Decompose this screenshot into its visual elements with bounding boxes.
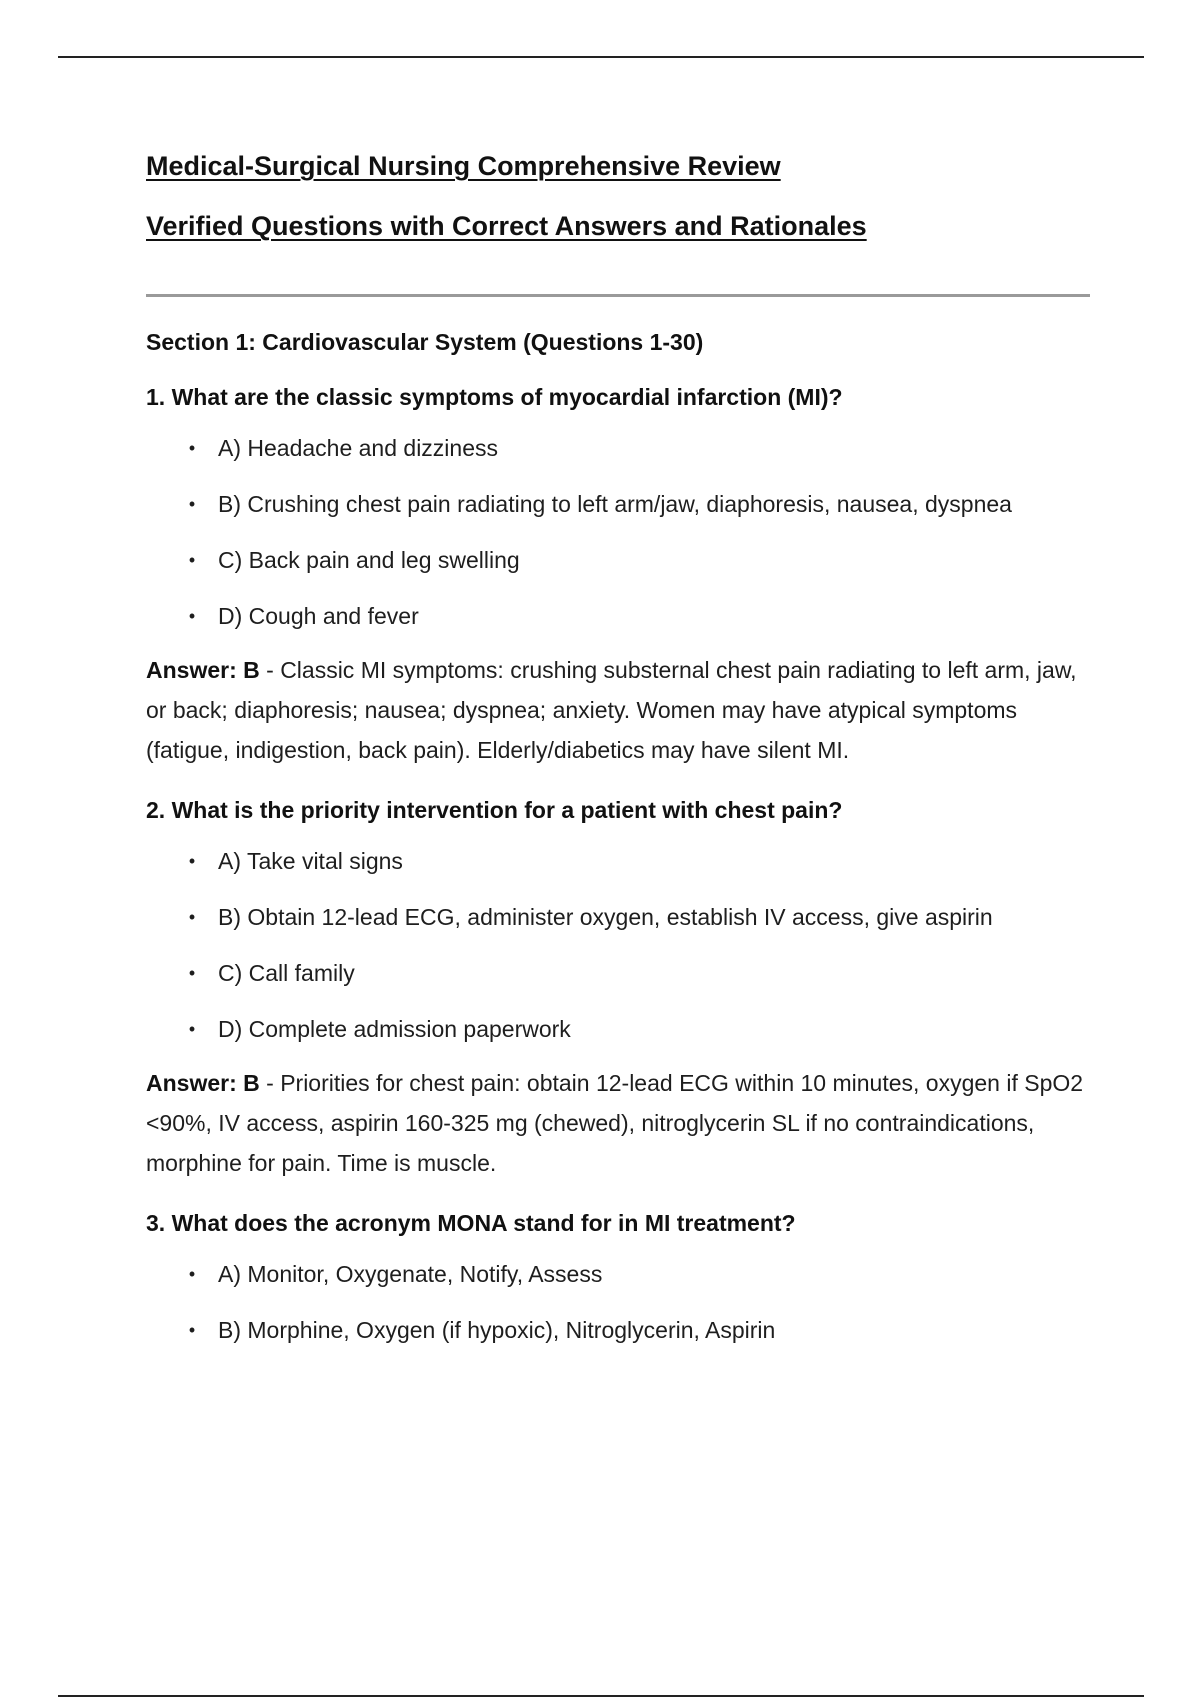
- option-item: [146, 953, 1086, 993]
- page-top-rule: [58, 56, 1144, 58]
- answer-rationale: - Classic MI symptoms: crushing substernal chest pain radiating to left arm, jaw, or back; diaphoresis; nausea; dyspnea; anxiety. Women may have atypical symptoms (fatigue, indigestion, back pain). Elderly/diabetics may have silent MI.: [146, 657, 1077, 763]
- bullet-icon: •: [188, 851, 196, 871]
- question-3: 3. What does the acronym MONA stand for in MI treatment?: [146, 1210, 796, 1236]
- document-body: [146, 148, 1086, 1350]
- bullet-icon: •: [188, 1264, 196, 1284]
- question-2-options: [146, 841, 1086, 1049]
- bullet-icon: •: [188, 907, 196, 927]
- question-1: 1. What are the classic symptoms of myocardial infarction (MI)?: [146, 384, 843, 410]
- option-item: [146, 1310, 1086, 1350]
- option-item: [146, 428, 1086, 468]
- option-text: D) Cough and fever: [218, 603, 419, 629]
- answer-label: Answer: B: [146, 657, 260, 683]
- bullet-icon: •: [188, 494, 196, 514]
- option-text: B) Obtain 12-lead ECG, administer oxygen, establish IV access, give aspirin: [218, 904, 993, 930]
- option-item: [146, 596, 1086, 636]
- option-item: [146, 484, 1086, 524]
- question-3-options: [146, 1254, 1086, 1350]
- option-text: C) Back pain and leg swelling: [218, 547, 520, 573]
- bullet-icon: •: [188, 1019, 196, 1039]
- option-text: A) Monitor, Oxygenate, Notify, Assess: [218, 1261, 603, 1287]
- option-item: [146, 841, 1086, 881]
- option-text: B) Crushing chest pain radiating to left arm/jaw, diaphoresis, nausea, dyspnea: [218, 491, 1012, 517]
- option-item: [146, 1254, 1086, 1294]
- answer-label: Answer: B: [146, 1070, 260, 1096]
- option-text: B) Morphine, Oxygen (if hypoxic), Nitroglycerin, Aspirin: [218, 1317, 776, 1343]
- question-1-options: [146, 428, 1086, 636]
- option-text: C) Call family: [218, 960, 355, 986]
- document-title: Medical-Surgical Nursing Comprehensive Review: [146, 151, 781, 181]
- bullet-icon: •: [188, 1320, 196, 1340]
- answer-2: [146, 1063, 1086, 1183]
- question-2: 2. What is the priority intervention for a patient with chest pain?: [146, 797, 843, 823]
- page-bottom-rule: [58, 1695, 1144, 1697]
- option-text: A) Take vital signs: [218, 848, 403, 874]
- bullet-icon: •: [188, 963, 196, 983]
- option-item: [146, 1009, 1086, 1049]
- bullet-icon: •: [188, 438, 196, 458]
- section-title: Section 1: Cardiovascular System (Questions 1-30): [146, 329, 704, 355]
- option-item: [146, 897, 1086, 937]
- option-text: A) Headache and dizziness: [218, 435, 498, 461]
- option-text: D) Complete admission paperwork: [218, 1016, 571, 1042]
- bullet-icon: •: [188, 606, 196, 626]
- option-item: [146, 540, 1086, 580]
- document-subtitle: Verified Questions with Correct Answers and Rationales: [146, 211, 867, 241]
- section-divider: [146, 294, 1090, 297]
- answer-rationale: - Priorities for chest pain: obtain 12-lead ECG within 10 minutes, oxygen if SpO2 <90%, IV access, aspirin 160-325 mg (chewed), nitroglycerin SL if no contraindications, morphine for pain. Time is muscle.: [146, 1070, 1084, 1176]
- bullet-icon: •: [188, 550, 196, 570]
- answer-1: [146, 650, 1086, 770]
